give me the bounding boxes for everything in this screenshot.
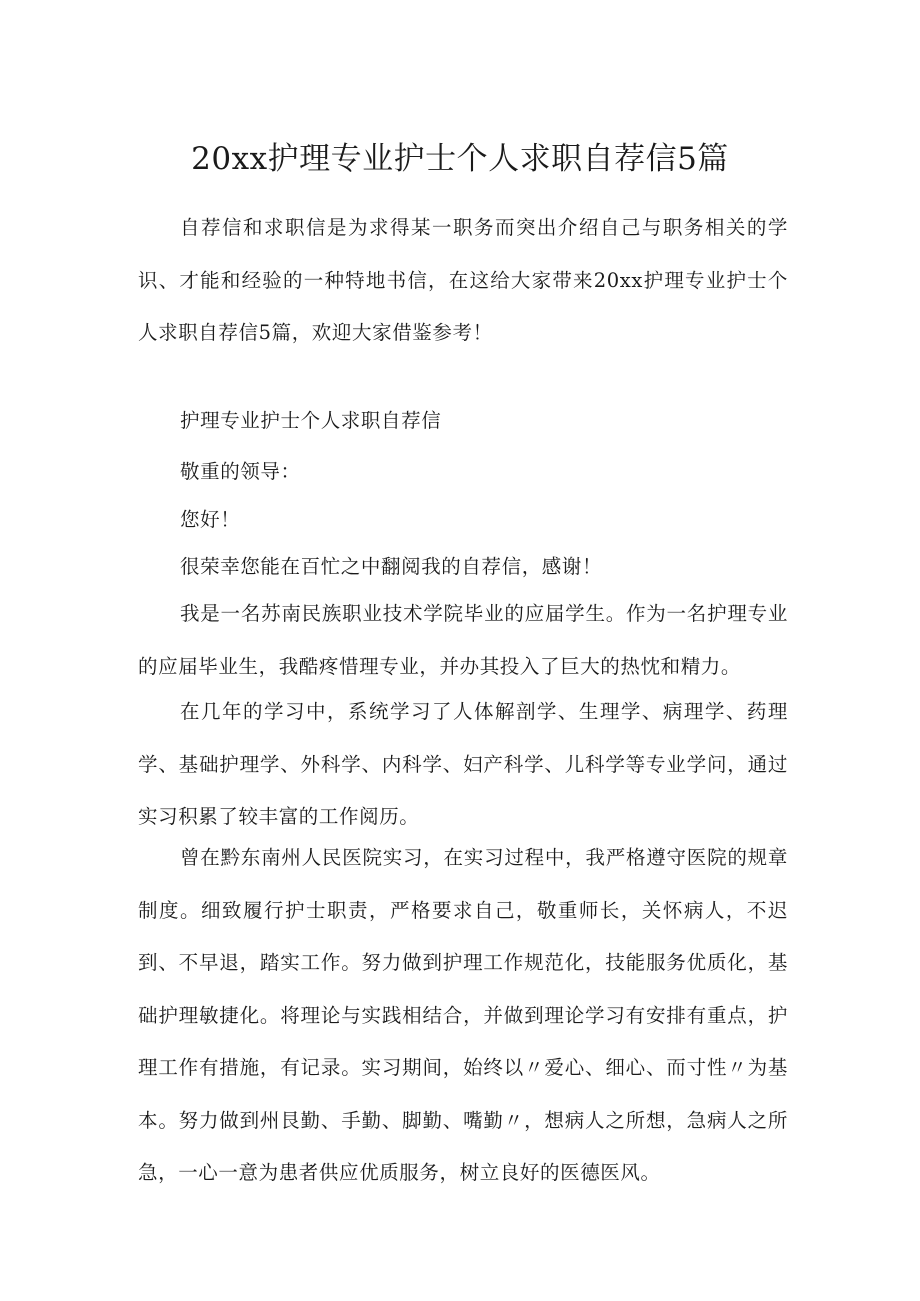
- body-paragraph: 曾在黔东南州人民医院实习，在实习过程中，我严格遵守医院的规章制度。细致履行护士职责，严格要求自己，敬重师长，关怀病人，不迟到、不早退，踏实工作。努力做到护理工作规范化，技能服务优质化，基础护理敏捷化。将理论与实践相结合，并做到理论学习有安排有重点，护理工作有措施，有记录。实习期间，始终以〃爱心、细心、而寸性〃为基本。努力做到州艮勤、手勤、脚勤、嘴勤〃，想病人之所想，急病人之所急，一心一意为患者供应优质服务，树立良好的医德医风。: [138, 846, 788, 1184]
- document-title: 20xx护理专业护士个人求职自荐信5篇: [191, 141, 729, 177]
- intro-paragraph: 自荐信和求职信是为求得某一职务而突出介绍自己与职务相关的学识、才能和经验的一种特地书信，在这给大家带来20xx护理专业护士个人求职自荐信5篇，欢迎大家借鉴参考！: [138, 216, 788, 344]
- body-paragraph: 在几年的学习中，系统学习了人体解剖学、生理学、病理学、药理学、基础护理学、外科学、内科学、妇产科学、儿科学等专业学问，通过实习积累了较丰富的工作阅历。: [138, 700, 788, 828]
- section-title: 护理专业护士个人求职自荐信: [180, 409, 442, 432]
- greeting: 您好！: [180, 508, 241, 531]
- body-paragraph: 我是一名苏南民族职业技术学院毕业的应届学生。作为一名护理专业的应届毕业生，我酷疼惜理专业，并办其投入了巨大的热忱和精力。: [138, 602, 788, 678]
- salutation: 敬重的领导：: [180, 460, 301, 483]
- thanks-line: 很荣幸您能在百忙之中翻阅我的自荐信，感谢！: [180, 555, 603, 578]
